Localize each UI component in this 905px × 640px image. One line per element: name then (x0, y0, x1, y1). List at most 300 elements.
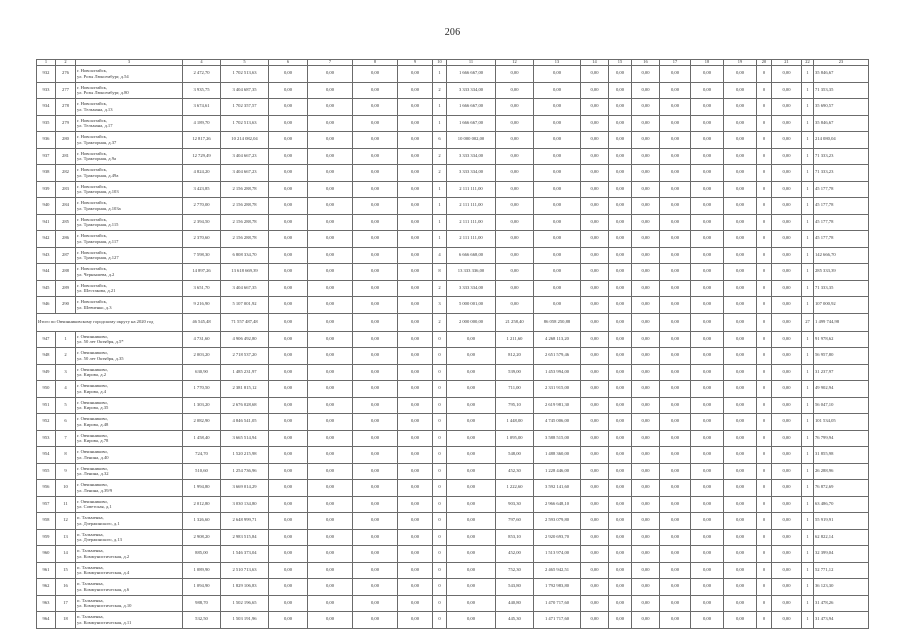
table-cell: 107 000,92 (814, 297, 869, 314)
table-cell: 0,00 (724, 348, 757, 365)
table-cell: 3 030 134,80 (221, 496, 269, 513)
table-cell: 452,00 (496, 546, 534, 563)
table-cell: 0,00 (660, 198, 691, 215)
column-header: 2 (56, 60, 76, 66)
table-cell: 0,00 (691, 231, 724, 248)
table-cell: 1 (802, 562, 814, 579)
table-cell: 6 (433, 132, 447, 149)
table-cell: 0,00 (534, 247, 581, 264)
table-cell: 0,00 (534, 297, 581, 314)
table-cell: г. Новоалтайск, ул. Чернышева, д.2 (76, 264, 183, 281)
table-cell: 0,00 (772, 480, 802, 497)
column-header: 6 (269, 60, 308, 66)
table-cell: 988,70 (183, 595, 221, 612)
table-cell: 0,00 (660, 595, 691, 612)
table-cell: 0 (757, 297, 772, 314)
table-cell: 0 (757, 463, 772, 480)
table-cell: 0,00 (308, 148, 353, 165)
table-cell: 0,00 (609, 496, 632, 513)
table-cell: 1 222,60 (496, 480, 534, 497)
table-cell: 1 (802, 181, 814, 198)
table-cell: 0,00 (660, 132, 691, 149)
table-cell: 0,00 (269, 313, 308, 331)
table-row (37, 480, 869, 497)
table-cell: 278 (56, 99, 76, 116)
table-cell: 0,00 (724, 264, 757, 281)
table-cell: 963 (37, 595, 56, 612)
table-cell: 945 (37, 280, 56, 297)
table-cell: 942 (37, 231, 56, 248)
table-cell: 452,30 (496, 463, 534, 480)
table-cell: 0,00 (632, 247, 660, 264)
table-cell: 287 (56, 247, 76, 264)
table-cell: 4 906 492,80 (221, 331, 269, 348)
table-cell: 2 676 028,68 (221, 397, 269, 414)
table-cell: 0,00 (269, 115, 308, 132)
table-cell: 0,00 (308, 132, 353, 149)
table-cell: 71 333,35 (814, 280, 869, 297)
table-cell: 0,00 (632, 198, 660, 215)
table-cell: 0,00 (691, 115, 724, 132)
column-header: 13 (534, 60, 581, 66)
table-cell: 0,00 (660, 66, 691, 83)
table-cell: 0,00 (581, 529, 609, 546)
table-cell: 2 370,60 (183, 231, 221, 248)
table-row (37, 463, 869, 480)
table-cell: 0,00 (496, 247, 534, 264)
table-cell: 0,00 (660, 414, 691, 431)
table-cell: 0,00 (609, 612, 632, 629)
table-cell: 2 (433, 165, 447, 182)
table-cell: 0,00 (581, 579, 609, 596)
table-cell: 0,00 (269, 66, 308, 83)
table-cell: 0,00 (632, 595, 660, 612)
table-cell: 0 (757, 414, 772, 431)
table-cell: 0 (757, 82, 772, 99)
table-cell: 961 (37, 562, 56, 579)
table-cell: 46 545,48 (183, 313, 221, 331)
table-cell: 1 (802, 231, 814, 248)
table-cell: 0,00 (353, 414, 398, 431)
table-cell: 797,60 (496, 513, 534, 530)
table-row (37, 364, 869, 381)
table-row (37, 198, 869, 215)
table-cell: 0,00 (724, 115, 757, 132)
table-cell: 0 (433, 463, 447, 480)
table-cell: 0,00 (691, 463, 724, 480)
table-cell: 0 (433, 364, 447, 381)
table-cell: 0,00 (447, 546, 496, 563)
table-cell: 0,00 (660, 513, 691, 530)
table-row (37, 447, 869, 464)
table-cell: 0,00 (581, 496, 609, 513)
table-cell: 1 453 994,00 (534, 364, 581, 381)
table-cell: 31 478,26 (814, 595, 869, 612)
table-cell: 0,00 (398, 231, 433, 248)
table-cell: 0,00 (691, 513, 724, 530)
table-cell: 0,00 (353, 612, 398, 629)
table-cell: 0,00 (632, 331, 660, 348)
table-cell: 2 (433, 313, 447, 331)
table-cell: г. Овчинниково, ул. Кирова, д.35 (76, 397, 183, 414)
data-table (36, 59, 869, 629)
table-cell: 1 (433, 66, 447, 83)
table-cell: 0 (433, 381, 447, 398)
table-cell: 1 458,40 (183, 430, 221, 447)
table-cell: 1 666 667,00 (447, 115, 496, 132)
table-row (37, 595, 869, 612)
table-cell: 1 211,60 (496, 331, 534, 348)
table-cell: 0,00 (632, 115, 660, 132)
table-cell: 15 (56, 562, 76, 579)
table-cell: 0,00 (308, 247, 353, 264)
table-row (37, 496, 869, 513)
table-cell: 4 824,20 (183, 165, 221, 182)
table-cell: 56 047,10 (814, 397, 869, 414)
table-cell: 1 (433, 231, 447, 248)
table-cell: 0,00 (581, 513, 609, 530)
table-cell: 724,70 (183, 447, 221, 464)
table-cell: 2 156 288,78 (221, 198, 269, 215)
table-cell: 0,00 (660, 496, 691, 513)
table-cell: п. Тальменка, ул. Дзержинского, д.13 (76, 529, 183, 546)
table-cell: 0 (757, 280, 772, 297)
table-row (37, 331, 869, 348)
table-cell: 1 792 983,80 (534, 579, 581, 596)
table-cell: 0,00 (724, 66, 757, 83)
table-cell: 0,00 (534, 280, 581, 297)
table-cell: 2 648 999,71 (221, 513, 269, 530)
table-cell: 1 (802, 82, 814, 99)
table-cell: 0,00 (534, 148, 581, 165)
table-cell: 0,00 (308, 115, 353, 132)
table-cell: 3 588 515,00 (534, 430, 581, 447)
table-cell: 0,00 (772, 496, 802, 513)
table-cell: 0,00 (534, 115, 581, 132)
table-cell: 0,00 (632, 313, 660, 331)
table-cell: 0,00 (772, 99, 802, 116)
table-cell: 10 214 082,04 (221, 132, 269, 149)
table-cell: 0 (757, 348, 772, 365)
table-cell: 0,00 (353, 280, 398, 297)
table-cell: 0,00 (772, 148, 802, 165)
table-cell: 0,00 (398, 148, 433, 165)
table-cell: 6 666 668,00 (447, 247, 496, 264)
table-cell: 0,00 (609, 562, 632, 579)
table-cell: 0,00 (609, 214, 632, 231)
table-cell: 2 718 537,20 (221, 348, 269, 365)
table-cell: 2 082,90 (183, 414, 221, 431)
table-cell: 0,00 (353, 447, 398, 464)
table-cell: 0,00 (772, 364, 802, 381)
table-cell: 0,00 (308, 264, 353, 281)
table-cell: 0,00 (691, 214, 724, 231)
table-cell: 0 (757, 181, 772, 198)
table-cell: 76 872,69 (814, 480, 869, 497)
table-cell: 1 (433, 214, 447, 231)
table-cell: 0,00 (724, 513, 757, 530)
table-cell: 1 471 717,60 (534, 612, 581, 629)
table-cell: 0 (433, 579, 447, 596)
table-cell: 0,00 (632, 480, 660, 497)
table-cell: 0,00 (269, 214, 308, 231)
table-cell: 288 (56, 264, 76, 281)
table-cell: 946 (37, 297, 56, 314)
table-cell: 0,00 (447, 331, 496, 348)
table-row (37, 66, 869, 83)
table-cell: 0,00 (772, 612, 802, 629)
table-cell: 0,00 (353, 214, 398, 231)
table-cell: 0,00 (308, 463, 353, 480)
table-row (37, 231, 869, 248)
table-row (37, 430, 869, 447)
table-cell: 948 (37, 348, 56, 365)
table-cell: 0,00 (772, 280, 802, 297)
table-cell: 0,00 (353, 247, 398, 264)
table-cell: 445,30 (496, 612, 534, 629)
table-cell: 0,00 (660, 297, 691, 314)
table-cell: 0,00 (269, 546, 308, 563)
table-cell: 0 (433, 447, 447, 464)
table-cell: 0,00 (660, 82, 691, 99)
table-cell: 3 333 334,00 (447, 148, 496, 165)
table-cell: 0,00 (660, 612, 691, 629)
table-cell: 0 (433, 529, 447, 546)
table-row (37, 612, 869, 629)
table-cell: 0 (757, 529, 772, 546)
table-cell: 0 (757, 513, 772, 530)
table-cell: 0,00 (534, 264, 581, 281)
table-cell: 0,00 (496, 99, 534, 116)
table-cell: 11 (56, 496, 76, 513)
table-cell: 1 (802, 513, 814, 530)
table-cell: 0,00 (660, 247, 691, 264)
table-cell: 951 (37, 397, 56, 414)
column-header: 19 (724, 60, 757, 66)
table-cell: 0,00 (581, 66, 609, 83)
table-cell: 0,00 (632, 66, 660, 83)
table-cell: 0,00 (496, 214, 534, 231)
table-row (37, 115, 869, 132)
table-cell: 13 618 669,39 (221, 264, 269, 281)
table-cell: 0 (433, 331, 447, 348)
table-cell: 0,00 (534, 231, 581, 248)
table-cell: 0,00 (772, 82, 802, 99)
table-cell: 964 (37, 612, 56, 629)
table-cell: 0,00 (772, 313, 802, 331)
table-cell: 0,00 (353, 579, 398, 596)
table-cell: 0,00 (398, 612, 433, 629)
table-cell: 0,00 (581, 231, 609, 248)
table-cell: 0 (757, 612, 772, 629)
table-cell: 1 (802, 297, 814, 314)
table-cell: 0,00 (496, 66, 534, 83)
table-cell: 0 (433, 595, 447, 612)
table-cell: 27 (802, 313, 814, 331)
table-cell: 0,00 (691, 381, 724, 398)
table-cell: 0,00 (609, 397, 632, 414)
table-cell: 0,00 (724, 529, 757, 546)
table-cell: 0,00 (632, 214, 660, 231)
table-cell: 0,00 (724, 496, 757, 513)
table-cell: 0,00 (447, 463, 496, 480)
table-cell: 0,00 (398, 181, 433, 198)
table-cell: 0,00 (581, 181, 609, 198)
table-cell: 0,00 (772, 247, 802, 264)
table-cell: 0,00 (398, 297, 433, 314)
table-cell: 960 (37, 546, 56, 563)
column-header: 20 (757, 60, 772, 66)
table-cell: 0,00 (772, 529, 802, 546)
table-cell: г. Новоалтайск, ул. Розы Люксембург, д.54 (76, 66, 183, 83)
table-cell: 936 (37, 132, 56, 149)
table-row (37, 513, 869, 530)
table-cell: 1 (802, 595, 814, 612)
table-cell: 0,00 (772, 132, 802, 149)
table-cell: 1 (802, 430, 814, 447)
table-cell: 4 268 113,20 (534, 331, 581, 348)
table-cell: 0,00 (308, 231, 353, 248)
table-cell: 0,00 (447, 397, 496, 414)
table-cell: 0,00 (609, 280, 632, 297)
table-cell: 0,00 (691, 546, 724, 563)
table-cell: 0,00 (724, 331, 757, 348)
table-cell: 0,00 (660, 313, 691, 331)
table-cell: 0,00 (609, 115, 632, 132)
table-cell: 1 (802, 480, 814, 497)
table-cell: 0,00 (308, 214, 353, 231)
table-cell: 0,00 (609, 513, 632, 530)
table-cell: 0,00 (660, 148, 691, 165)
table-cell: г. Овчинниково, ул. Кирова, д.48 (76, 414, 183, 431)
table-cell: 0,00 (660, 529, 691, 546)
table-cell: 2 (433, 148, 447, 165)
table-cell: 0,00 (353, 562, 398, 579)
table-cell: 0,00 (660, 430, 691, 447)
table-cell: г. Овчинниково, ул. Кирова, д.78 (76, 430, 183, 447)
table-cell: 958 (37, 513, 56, 530)
table-cell: г. Овчинниково, ул. Ленина, д.39/9 (76, 480, 183, 497)
table-cell: 31 473,94 (814, 612, 869, 629)
table-cell: 1 (802, 463, 814, 480)
table-cell: 0,00 (724, 414, 757, 431)
table-cell: 0,00 (534, 214, 581, 231)
table-cell: 49 902,94 (814, 381, 869, 398)
table-cell: 1 (802, 66, 814, 83)
table-cell: 0,00 (609, 480, 632, 497)
table-row (37, 181, 869, 198)
table-cell: 0 (757, 198, 772, 215)
table-cell: 0,00 (447, 496, 496, 513)
table-cell: 32 399,04 (814, 546, 869, 563)
table-cell: 0,00 (496, 165, 534, 182)
table-cell: 1 994,80 (183, 480, 221, 497)
table-cell: 0,00 (660, 463, 691, 480)
table-cell: 52 771,12 (814, 562, 869, 579)
table-row (37, 280, 869, 297)
table-cell: 0,00 (632, 562, 660, 579)
table-cell: 9 (56, 463, 76, 480)
table-cell: 0,00 (269, 414, 308, 431)
table-cell: 0,00 (691, 132, 724, 149)
table-cell: 0,00 (609, 181, 632, 198)
table-cell: 1 513 974,00 (534, 546, 581, 563)
table-cell: 0,00 (269, 562, 308, 579)
table-cell: 0,00 (691, 181, 724, 198)
table-cell: 0,00 (691, 198, 724, 215)
table-cell: 0,00 (447, 430, 496, 447)
table-cell: 3 404 667,23 (221, 165, 269, 182)
table-cell: 0,00 (398, 513, 433, 530)
table-cell: 0,00 (398, 331, 433, 348)
table-cell: 711,00 (496, 381, 534, 398)
table-cell: 0,00 (632, 231, 660, 248)
table-cell: 1 488 360,00 (534, 447, 581, 464)
summary-label: Итого по Овчинниковскому городскому округу на 2020 год (37, 313, 183, 331)
table-cell: 953 (37, 430, 56, 447)
table-cell: 1 470 717,60 (534, 595, 581, 612)
table-cell: 0,00 (581, 297, 609, 314)
table-cell: 0,00 (398, 546, 433, 563)
table-cell: 3 333 334,00 (447, 280, 496, 297)
table-cell: 0,00 (496, 132, 534, 149)
table-cell: 0,00 (308, 99, 353, 116)
table-cell: 0,00 (308, 397, 353, 414)
table-cell: 0,00 (660, 381, 691, 398)
table-cell: 0,00 (581, 364, 609, 381)
table-cell: г. Новоалтайск, ул. Тельмана, д.17 (76, 115, 183, 132)
table-cell: 0,00 (632, 463, 660, 480)
table-cell: 0,00 (447, 381, 496, 398)
table-cell: 0,00 (353, 297, 398, 314)
table-cell: 0,00 (496, 297, 534, 314)
table-cell: 1 228 446,00 (534, 463, 581, 480)
table-cell: 0,00 (724, 595, 757, 612)
table-cell: 3 665 514,94 (221, 430, 269, 447)
column-header: 12 (496, 60, 534, 66)
table-cell: 10 (56, 480, 76, 497)
table-cell: 1 094,90 (183, 579, 221, 596)
table-cell: 56 957,80 (814, 348, 869, 365)
table-cell: 0,00 (534, 132, 581, 149)
table-cell: 0,00 (724, 430, 757, 447)
table-cell: 0,00 (772, 430, 802, 447)
table-cell: 962 (37, 579, 56, 596)
column-header: 17 (660, 60, 691, 66)
table-cell: 0 (433, 562, 447, 579)
table-cell: 0,00 (447, 562, 496, 579)
table-cell: 0,00 (581, 264, 609, 281)
table-cell: 3 (56, 364, 76, 381)
table-cell: 0,00 (724, 546, 757, 563)
table-cell: г. Овчинниково, ул. Советская, д.1 (76, 496, 183, 513)
table-cell: 957 (37, 496, 56, 513)
table-cell: п. Тальменка, ул. Дзержинского, д.1 (76, 513, 183, 530)
table-cell: 0,00 (772, 198, 802, 215)
table-cell: 16 (56, 579, 76, 596)
table-cell: 0,00 (353, 198, 398, 215)
table-cell: 0,00 (308, 297, 353, 314)
table-cell: 1 502 196,65 (221, 595, 269, 612)
table-cell: 0,00 (581, 280, 609, 297)
table-cell: 0,00 (353, 480, 398, 497)
table-cell: 0,00 (691, 595, 724, 612)
table-cell: 0,00 (447, 480, 496, 497)
column-header: 11 (447, 60, 496, 66)
table-cell: 0,00 (609, 231, 632, 248)
table-cell: г. Новоалтайск, ул. Тракторная, д.49а (76, 165, 183, 182)
table-cell: 35 846,67 (814, 66, 869, 83)
